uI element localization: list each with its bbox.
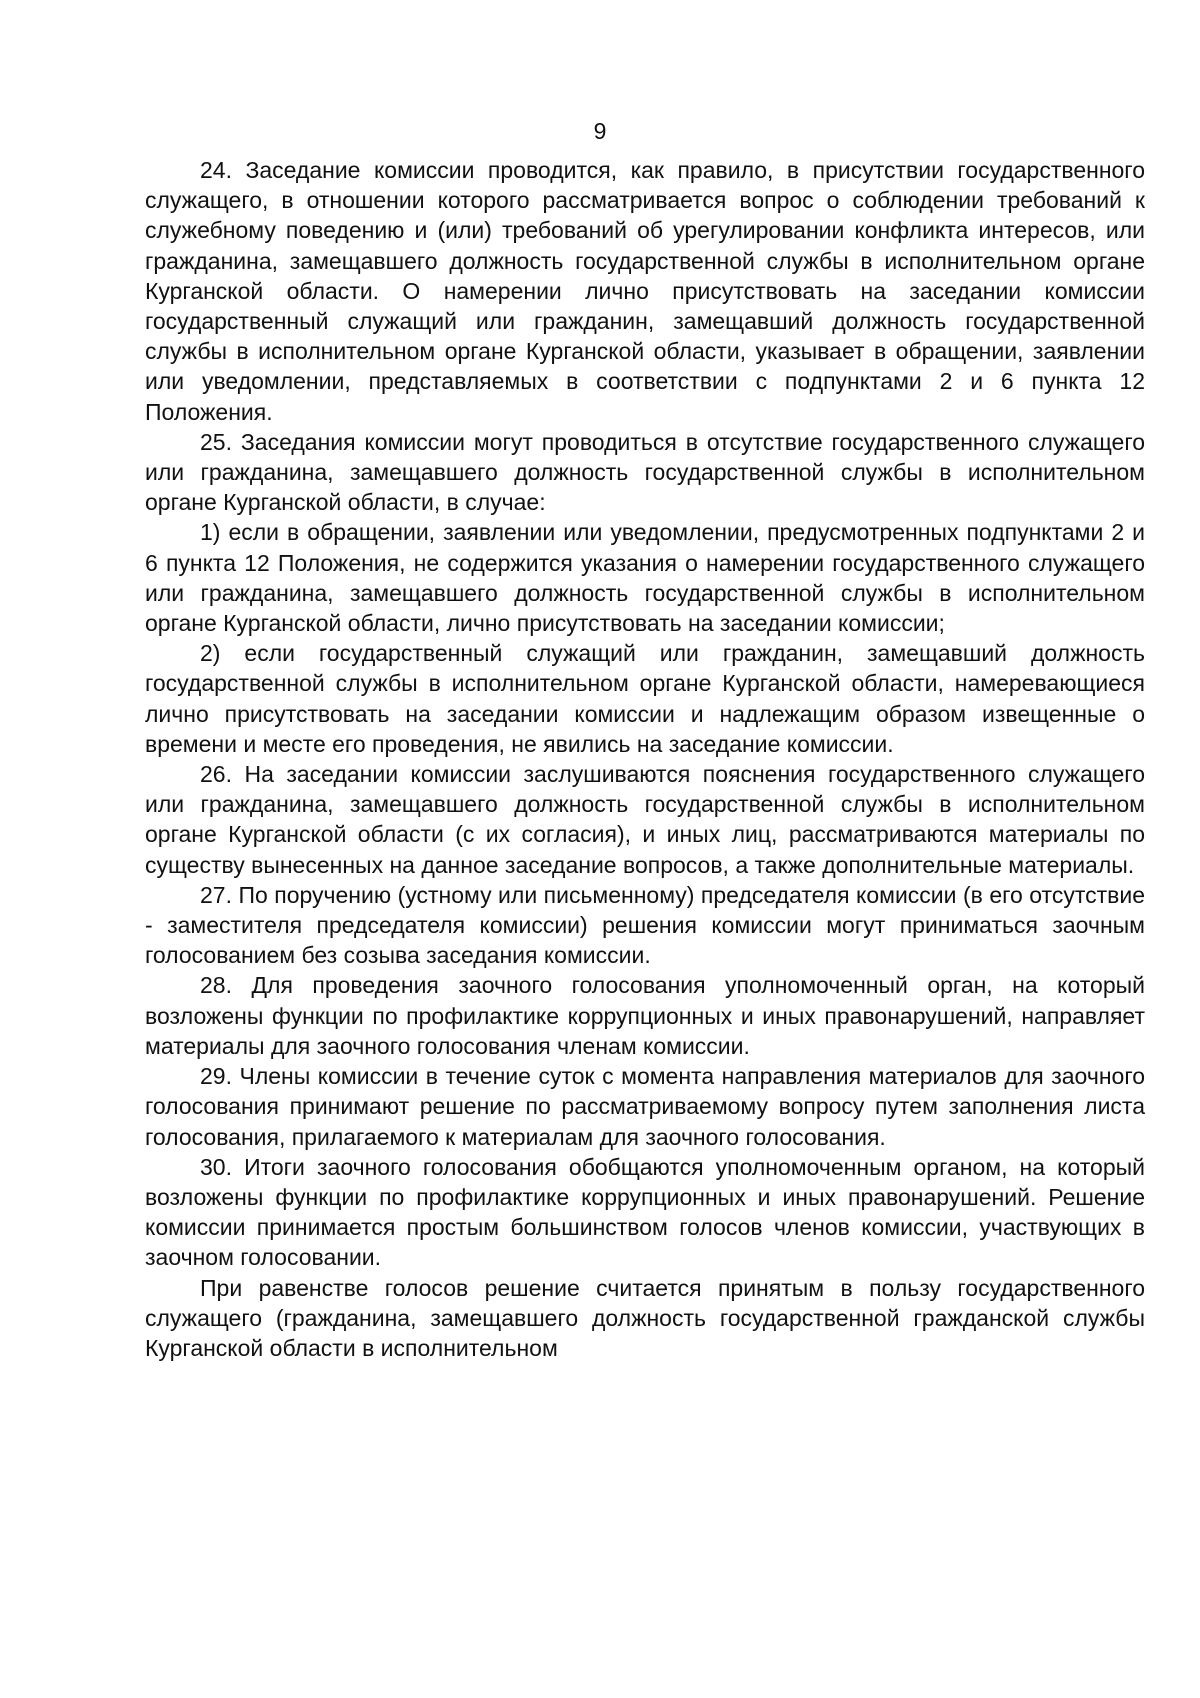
paragraph-25: 25. Заседания комиссии могут проводиться в отсутствие государственного служащего или гражданина, замещавшего должность государственной службы в исполнительном органе Курганской области, в случае: (145, 428, 1145, 516)
paragraph-25-item-1: 1) если в обращении, заявлении или уведомлении, предусмотренных подпунктами 2 и 6 пункта 12 Положения, не содержится указания о намерении государственного служащего или гражданина, замещавшего должность государственной службы в исполнительном органе Курганской области, лично присутствовать на заседании комиссии; (145, 519, 1145, 637)
paragraph-29: 29. Члены комиссии в течение суток с момента направления материалов для заочного голосования принимают решение по рассматриваемому вопросу путем заполнения листа голосования, прилагаемого к материалам для заочного голосования. (145, 1063, 1145, 1150)
paragraph-30: 30. Итоги заочного голосования обобщаются уполномоченным органом, на который возложены функции по профилактике коррупционных и иных правонарушений. Решение комиссии принимается простым большинством голосов членов комиссии, участвующих в заочном голосовании. (145, 1153, 1145, 1271)
page-number: 9 (593, 118, 607, 144)
paragraph-28: 28. Для проведения заочного голосования уполномоченный орган, на который возложены функции по профилактике коррупционных и иных правонарушений, направляет материалы для заочного голосования членам комиссии. (145, 972, 1145, 1059)
paragraph-24: 24. Заседание комиссии проводится, как правило, в присутствии государственного служащего, в отношении которого рассматривается вопрос о соблюдении требований к служебному поведению и (или) требований об урегулировании конфликта интересов, или гражданина, замещавшего должность государственной службы в исполнительном органе Курганской области. О намерении лично присутствовать на заседании комиссии государственный служащий или гражданин, замещавший должность государственной службы в исполнительном органе Курганской области, указывает в обращении, заявлении или уведомлении, представляемых в соответствии с подпунктами 2 и 6 пункта 12 Положения. (145, 157, 1145, 425)
document-body (145, 155, 1145, 1363)
paragraph-27: 27. По поручению (устному или письменному) председателя комиссии (в его отсутствие - заместителя председателя комиссии) решения комиссии могут приниматься заочным голосованием без созыва заседания комиссии. (145, 881, 1145, 969)
paragraph-30-tie-rule: При равенстве голосов решение считается принятым в пользу государственного служащего (гражданина, замещавшего должность государственной гражданской службы Курганской области в исполнительном (145, 1274, 1145, 1361)
paragraph-26: 26. На заседании комиссии заслушиваются пояснения государственного служащего или гражданина, замещавшего должность государственной службы в исполнительном органе Курганской области (с их согласия), и иных лиц, рассматриваются материалы по существу вынесенных на данное заседание вопросов, а также дополнительные материалы. (145, 761, 1145, 878)
paragraph-25-item-2: 2) если государственный служащий или гражданин, замещавший должность государственной службы в исполнительном органе Курганской области, намеревающиеся лично присутствовать на заседании комиссии и надлежащим образом извещенные о времени и месте его проведения, не явились на заседание комиссии. (145, 640, 1145, 757)
